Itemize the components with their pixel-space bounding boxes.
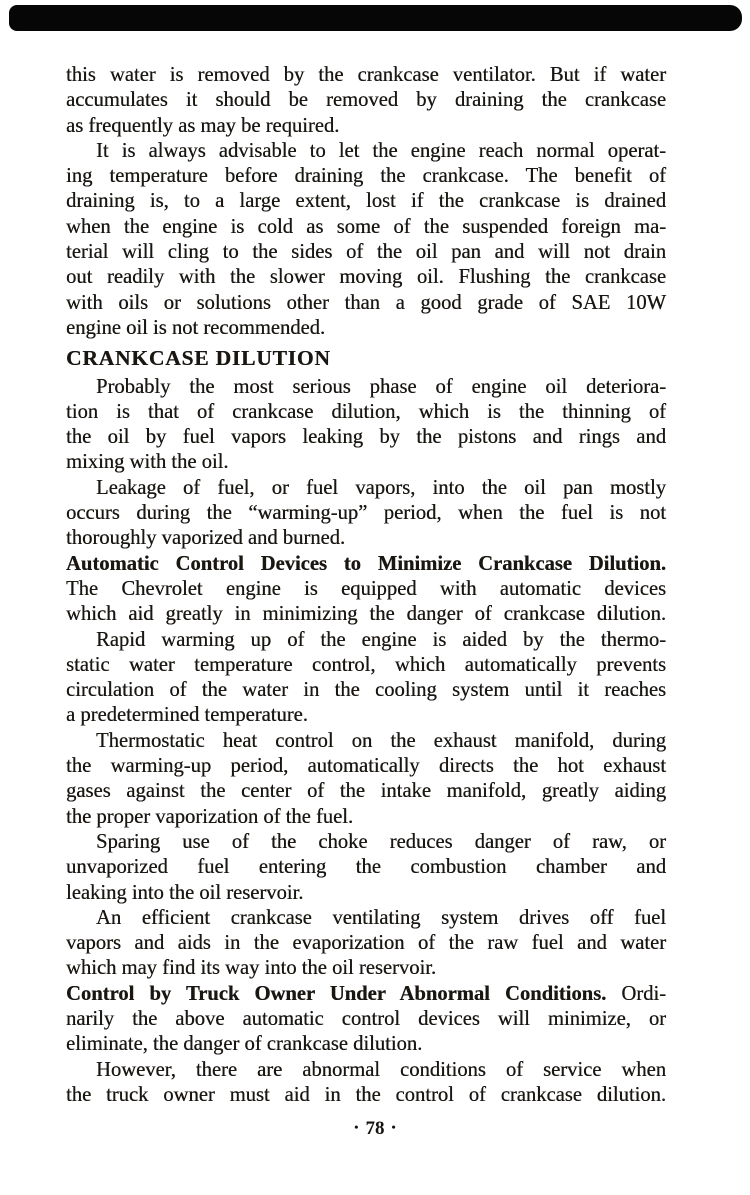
text-line — [66, 501, 666, 526]
text-run: narily the above automatic control devices will minimize, or — [66, 1007, 666, 1030]
text-line — [66, 577, 666, 602]
text-run: Probably the most serious phase of engine oil deteriora- — [96, 375, 666, 398]
text-run: Ordi- — [606, 982, 666, 1005]
text-run: draining is, to a large extent, lost if the crankcase is drained — [66, 190, 666, 213]
text-run: this water is removed by the crankcase ventilator. But if water — [66, 64, 666, 86]
text-run: terial will cling to the sides of the oil pan and will not drain — [66, 241, 666, 264]
section-heading: CRANKCASE DILUTION — [66, 346, 331, 371]
text-run: static water temperature control, which automatically prevents — [66, 653, 666, 676]
text-line — [66, 114, 666, 139]
text-run: However, there are abnormal conditions of service when — [96, 1058, 666, 1081]
text-line — [66, 729, 666, 754]
paragraph — [66, 906, 666, 982]
paragraph — [66, 628, 666, 729]
text-run: An efficient crankcase ventilating system drives off fuel — [96, 906, 666, 929]
text-line — [66, 552, 666, 577]
paragraph — [66, 1058, 666, 1109]
text-line — [66, 425, 666, 450]
text-line — [66, 189, 666, 214]
text-line — [66, 830, 666, 855]
text-run: leaking into the oil reservoir. — [66, 881, 304, 904]
page-text — [66, 63, 666, 1108]
paragraph — [66, 63, 666, 139]
text-line — [66, 906, 666, 931]
text-line — [66, 678, 666, 703]
text-line — [66, 215, 666, 240]
footer-dot-icon: • — [391, 1120, 396, 1134]
text-run: unvaporized fuel entering the combustion chamber and — [66, 856, 666, 879]
text-run: circulation of the water in the cooling system until it reaches — [66, 679, 666, 702]
text-run: The Chevrolet engine is equipped with automatic devices — [66, 577, 666, 600]
text-run: vapors and aids in the evaporization of the raw fuel and water — [66, 932, 666, 955]
text-run: engine oil is not recommended. — [66, 316, 326, 339]
paragraph — [66, 552, 666, 628]
text-run: tion is that of crankcase dilution, which is the thinning of — [66, 400, 666, 423]
scan-artifact-bar — [9, 5, 742, 31]
bold-run: Control by Truck Owner Under Abnormal Conditions. — [66, 982, 607, 1005]
text-line — [66, 316, 666, 341]
bold-run: Automatic Control Devices to Minimize Crankcase Dilution. — [66, 552, 666, 575]
page-number: 78 — [365, 1118, 385, 1139]
paragraph — [66, 982, 666, 1058]
text-run: ing temperature before draining the crankcase. The benefit of — [66, 165, 666, 188]
text-line — [66, 754, 666, 779]
page-number-footer — [0, 1118, 750, 1140]
text-run: Leakage of fuel, or fuel vapors, into the oil pan mostly — [96, 476, 666, 499]
text-line — [66, 1032, 666, 1057]
text-line — [66, 526, 666, 551]
text-line — [66, 88, 666, 113]
text-run: when the engine is cold as some of the suspended foreign ma- — [66, 215, 666, 238]
text-line — [66, 779, 666, 804]
text-line — [66, 931, 666, 956]
paragraph — [66, 830, 666, 906]
text-line — [66, 805, 666, 830]
text-line — [66, 1058, 666, 1083]
text-run: mixing with the oil. — [66, 451, 229, 474]
text-run: It is always advisable to let the engine reach normal operat- — [96, 139, 666, 162]
text-run: eliminate, the danger of crankcase dilution. — [66, 1033, 423, 1056]
text-run: out readily with the slower moving oil. Flushing the crankcase — [66, 266, 666, 289]
footer-dot-icon: • — [354, 1120, 359, 1134]
text-run: the proper vaporization of the fuel. — [66, 805, 354, 828]
text-run: occurs during the “warming-up” period, when the fuel is not — [66, 502, 666, 525]
text-run: gases against the center of the intake manifold, greatly aiding — [66, 780, 666, 803]
text-line — [66, 982, 666, 1007]
text-line — [66, 881, 666, 906]
text-line — [66, 63, 666, 88]
text-line — [66, 240, 666, 265]
paragraph — [66, 729, 666, 830]
text-line — [66, 164, 666, 189]
text-run: which aid greatly in minimizing the danger of crankcase dilution. — [66, 603, 666, 626]
text-line — [66, 476, 666, 501]
text-line — [66, 602, 666, 627]
text-run: thoroughly vaporized and burned. — [66, 527, 346, 550]
text-line — [66, 450, 666, 475]
text-run: with oils or solutions other than a good grade of SAE 10W — [66, 291, 666, 314]
text-run: Sparing use of the choke reduces danger of raw, or — [96, 830, 666, 853]
text-line — [66, 1007, 666, 1032]
text-run: the oil by fuel vapors leaking by the pistons and rings and — [66, 426, 666, 449]
text-line — [66, 375, 666, 400]
text-line — [66, 628, 666, 653]
text-line — [66, 855, 666, 880]
text-run: as frequently as may be required. — [66, 114, 340, 137]
paragraph — [66, 139, 666, 341]
text-line — [66, 653, 666, 678]
text-line — [66, 703, 666, 728]
text-run: which may find its way into the oil reservoir. — [66, 957, 437, 980]
text-line — [66, 265, 666, 290]
text-run: the warming-up period, automatically directs the hot exhaust — [66, 755, 666, 778]
text-run: Thermostatic heat control on the exhaust manifold, during — [96, 729, 666, 752]
text-line — [66, 400, 666, 425]
text-line — [66, 139, 666, 164]
text-line — [66, 1083, 666, 1108]
text-run: the truck owner must aid in the control of crankcase dilution. — [66, 1083, 666, 1106]
text-run: a predetermined temperature. — [66, 704, 308, 727]
text-line — [66, 956, 666, 981]
text-line — [66, 291, 666, 316]
paragraph — [66, 375, 666, 476]
text-run: accumulates it should be removed by draining the crankcase — [66, 89, 666, 112]
text-run: Rapid warming up of the engine is aided by the thermo- — [96, 628, 666, 651]
paragraph — [66, 476, 666, 552]
